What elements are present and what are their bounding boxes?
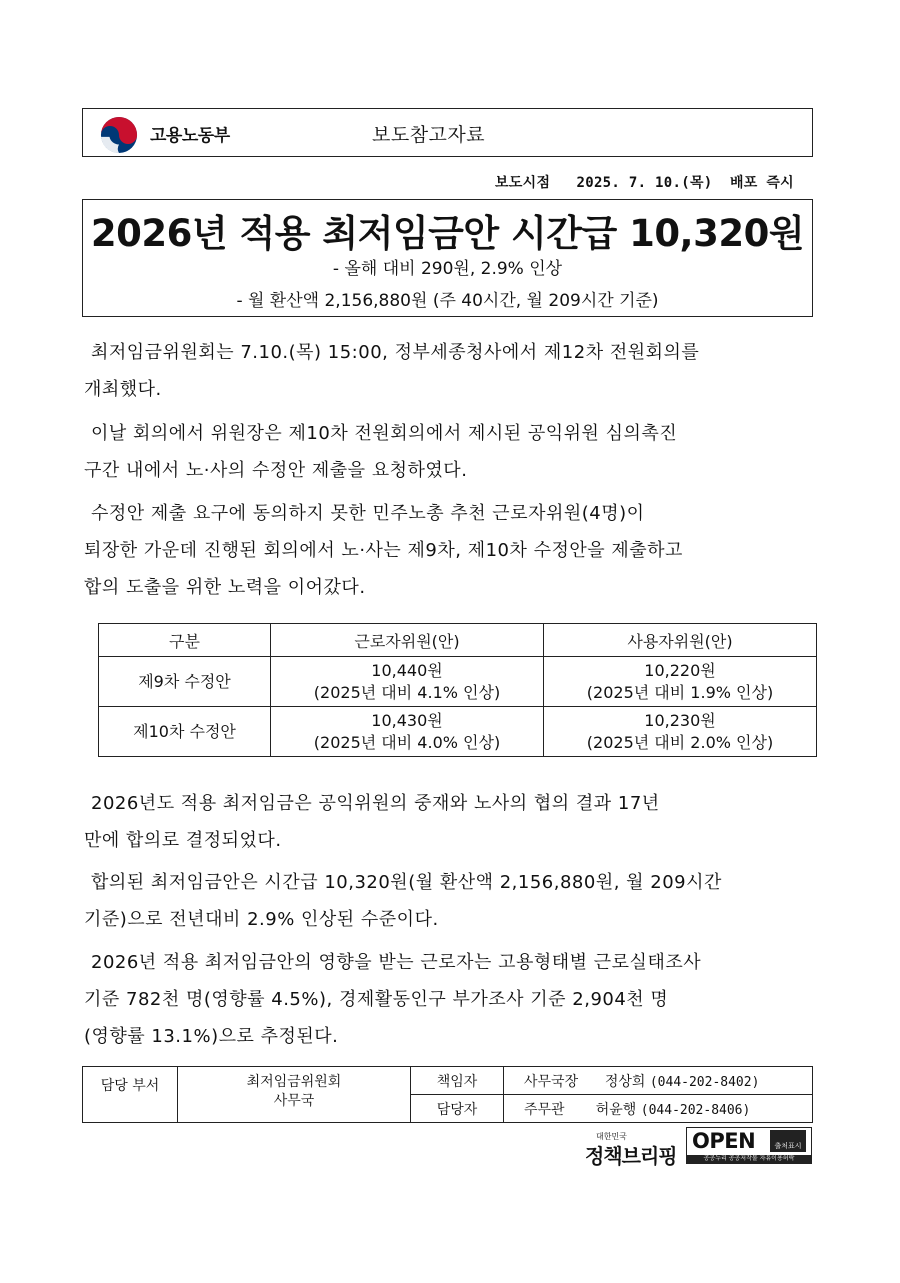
paragraph-line: 개최했다. xyxy=(84,379,162,400)
attribution-badge-text: 출처표시 xyxy=(774,1142,802,1150)
release-type: 보도참고자료 xyxy=(372,124,486,146)
paragraph-line: 기준)으로 전년대비 2.9% 인상된 수준이다. xyxy=(84,909,439,930)
paragraph-line: 2026년도 적용 최저임금은 공익위원의 중재와 노사의 협의 결과 17년 xyxy=(91,793,660,814)
worker-proposal-cell xyxy=(271,657,544,707)
dept-label: 담당 부서 xyxy=(83,1067,178,1123)
employer-amount: 10,220원 xyxy=(644,660,716,680)
paragraph-agreement xyxy=(84,785,824,859)
contact-role: 담당자 xyxy=(411,1095,504,1123)
contact-phone: (044-202-8402) xyxy=(649,1074,760,1090)
paragraph-line: 구간 내에서 노·사의 수정안 제출을 요청하였다. xyxy=(84,460,468,481)
paragraph-line: 이날 회의에서 위원장은 제10차 전원회의에서 제시된 공익위원 심의촉진 xyxy=(91,423,678,444)
contact-detail xyxy=(504,1095,813,1123)
employer-note: (2025년 대비 1.9% 인상) xyxy=(586,682,774,702)
contact-title: 사무국장 xyxy=(524,1073,579,1090)
worker-note: (2025년 대비 4.1% 인상) xyxy=(313,682,501,702)
contact-name: 정상희 xyxy=(604,1073,646,1090)
worker-proposal-cell xyxy=(271,707,544,757)
paragraph-line: (영향률 13.1%)으로 추정된다. xyxy=(84,1026,339,1047)
contact-phone: (044-202-8406) xyxy=(640,1102,751,1118)
paragraph-meeting xyxy=(84,334,824,408)
table-row xyxy=(99,657,817,707)
contact-title: 주무관 xyxy=(524,1101,565,1118)
paragraph-rate xyxy=(84,864,824,938)
release-label: 보도시점 xyxy=(495,175,551,191)
dept-name xyxy=(178,1067,411,1123)
worker-amount: 10,440원 xyxy=(371,660,443,680)
paragraph-line: 합의 도출을 위한 노력을 이어갔다. xyxy=(84,577,366,598)
page-title: 2026년 적용 최저임금안 시간급 10,320원 xyxy=(90,212,805,255)
row-label: 제9차 수정안 xyxy=(99,657,271,707)
policy-briefing-small-text: 대한민국 xyxy=(596,1132,627,1141)
paragraph-line: 수정안 제출 요구에 동의하지 못한 민주노총 추천 근로자위원(4명)이 xyxy=(91,503,645,524)
government-emblem-icon xyxy=(100,116,138,154)
contact-name: 허윤행 xyxy=(595,1101,637,1118)
row-label: 제10차 수정안 xyxy=(99,707,271,757)
open-label: OPEN xyxy=(692,1129,756,1153)
table-header-row xyxy=(99,624,817,657)
employer-proposal-cell xyxy=(544,657,817,707)
paragraph-line: 최저임금위원회는 7.10.(목) 15:00, 정부세종청사에서 제12차 전원회의를 xyxy=(91,342,700,363)
paragraph-line: 퇴장한 가운데 진행된 회의에서 노·사는 제9차, 제10차 수정안을 제출하고 xyxy=(84,540,683,561)
contact-role: 책임자 xyxy=(411,1067,504,1095)
contact-table xyxy=(82,1066,813,1123)
paragraph-line: 합의된 최저임금안은 시간급 10,320원(월 환산액 2,156,880원, 월 209시간 xyxy=(91,872,722,893)
proposal-table xyxy=(98,623,817,757)
attribution-badge-icon xyxy=(770,1130,806,1152)
contact-detail xyxy=(504,1067,813,1095)
dept-name-line: 사무국 xyxy=(273,1093,315,1109)
subtitle-1: - 올해 대비 290원, 2.9% 인상 xyxy=(332,259,563,279)
employer-note: (2025년 대비 2.0% 인상) xyxy=(586,732,774,752)
paragraph-line: 2026년 적용 최저임금안의 영향을 받는 근로자는 고용형태별 근로실태조사 xyxy=(91,952,702,973)
table-header-cell: 구분 xyxy=(99,624,271,657)
policy-briefing-logo: 정책브리핑 xyxy=(585,1144,677,1168)
worker-amount: 10,430원 xyxy=(371,710,443,730)
release-timing-line xyxy=(495,172,794,192)
paragraph-proposals xyxy=(84,495,824,606)
employer-proposal-cell xyxy=(544,707,817,757)
dept-name-line: 최저임금위원회 xyxy=(246,1074,342,1090)
ministry-name: 고용노동부 xyxy=(150,126,230,146)
paragraph-impact xyxy=(84,944,824,1055)
employer-amount: 10,230원 xyxy=(644,710,716,730)
table-header-cell: 근로자위원(안) xyxy=(271,624,544,657)
release-date: 2025. 7. 10.(목) xyxy=(576,175,713,191)
table-row xyxy=(83,1067,813,1095)
release-timing: 배포 즉시 xyxy=(729,175,795,191)
worker-note: (2025년 대비 4.0% 인상) xyxy=(313,732,501,752)
kogl-strip: 공공누리 공공저작물 자유이용허락 xyxy=(687,1155,811,1163)
paragraph-line: 기준 782천 명(영향률 4.5%), 경제활동인구 부가조사 기준 2,904천 명 xyxy=(84,989,669,1010)
paragraph-request xyxy=(84,415,824,489)
table-row xyxy=(99,707,817,757)
subtitle-2: - 월 환산액 2,156,880원 (주 40시간, 월 209시간 기준) xyxy=(236,291,659,311)
paragraph-line: 만에 합의로 결정되었다. xyxy=(84,830,282,851)
table-header-cell: 사용자위원(안) xyxy=(544,624,817,657)
